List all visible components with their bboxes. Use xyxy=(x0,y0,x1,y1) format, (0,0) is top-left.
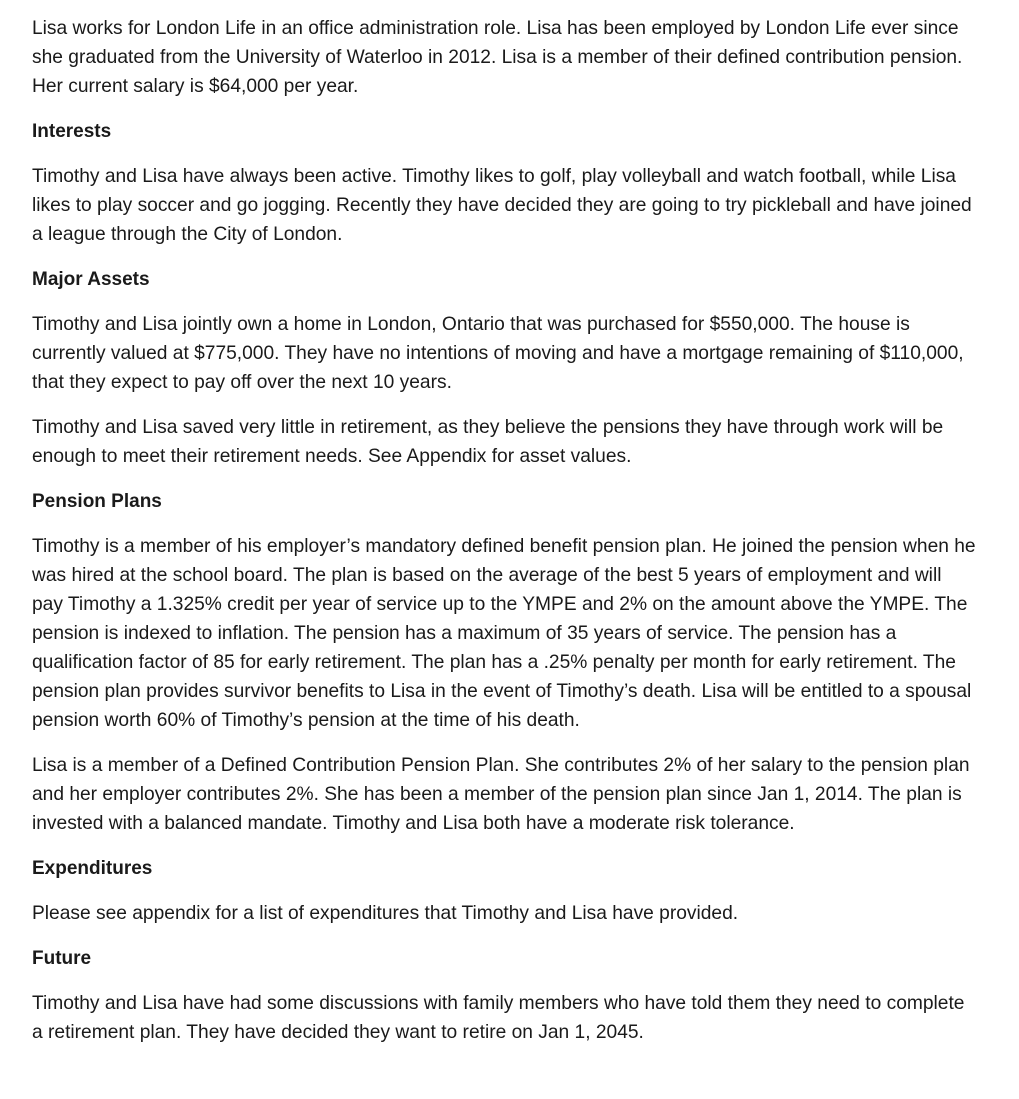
future-heading: Future xyxy=(32,948,92,969)
major-assets-paragraph-savings: Timothy and Lisa saved very little in retirement, as they believe the pensions they have through work will be enough to meet their retirement needs. See Appendix for asset values. xyxy=(32,417,944,467)
expenditures-paragraph: Please see appendix for a list of expenditures that Timothy and Lisa have provided. xyxy=(32,903,739,924)
pension-paragraph-lisa: Lisa is a member of a Defined Contribution Pension Plan. She contributes 2% of her salary to the pension plan and her employer contributes 2%. She has been a member of the pension plan since Jan 1, 2014. The plan is invested with a balanced mandate. Timothy and Lisa both have a moderate risk tolerance. xyxy=(32,755,970,834)
pension-paragraph-timothy: Timothy is a member of his employer’s mandatory defined benefit pension plan. He joined the pension when he was hired at the school board. The plan is based on the average of the best 5 years of employment and will pay Timothy a 1.325% credit per year of service up to the YMPE and 2% on the amount above the YMPE. The pension is indexed to inflation. The pension has a maximum of 35 years of service. The pension has a qualification factor of 85 for early retirement. The plan has a .25% penalty per month for early retirement. The pension plan provides survivor benefits to Lisa in the event of Timothy’s death. Lisa will be entitled to a spousal pension worth 60% of Timothy’s pension at the time of his death. xyxy=(32,536,976,731)
document-page xyxy=(32,14,977,1047)
interests-heading: Interests xyxy=(32,121,112,142)
intro-paragraph: Lisa works for London Life in an office administration role. Lisa has been employed by London Life ever since she graduated from the University of Waterloo in 2012. Lisa is a member of their defined contribution pension. Her current salary is $64,000 per year. xyxy=(32,18,963,97)
expenditures-heading: Expenditures xyxy=(32,858,153,879)
interests-paragraph: Timothy and Lisa have always been active. Timothy likes to golf, play volleyball and watch football, while Lisa likes to play soccer and go jogging. Recently they have decided they are going to try pickleball and have joined a league through the City of London. xyxy=(32,166,972,245)
major-assets-heading: Major Assets xyxy=(32,269,150,290)
pension-plans-heading: Pension Plans xyxy=(32,491,162,512)
future-paragraph: Timothy and Lisa have had some discussions with family members who have told them they need to complete a retirement plan. They have decided they want to retire on Jan 1, 2045. xyxy=(32,993,965,1043)
major-assets-paragraph-home: Timothy and Lisa jointly own a home in London, Ontario that was purchased for $550,000. The house is currently valued at $775,000. They have no intentions of moving and have a mortgage remaining of $110,000, that they expect to pay off over the next 10 years. xyxy=(32,314,964,393)
